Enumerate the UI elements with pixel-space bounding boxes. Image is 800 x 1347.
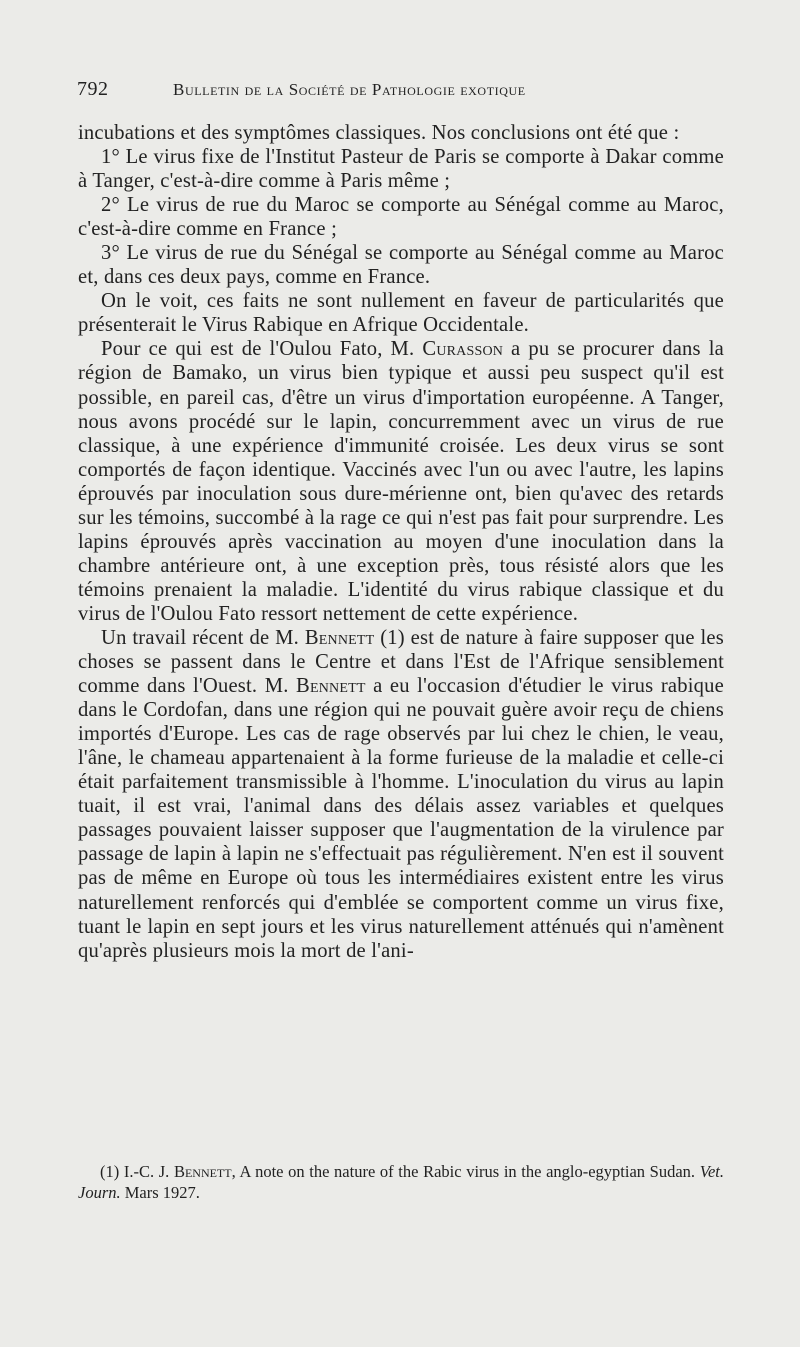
footnote-marker: (1) [100,1162,124,1181]
text-segment: Pour ce qui est de l'Oulou Fato, M. [101,338,423,361]
body-text [78,121,724,963]
footnote-title: , A note on the nature of the Rabic virus in the anglo-egyptian Sudan. [231,1162,700,1181]
page-header [77,72,727,106]
footnote-journal: Vet. Journ. [78,1162,724,1202]
text-segment: a eu l'occasion d'étudier le virus rabique dans le Cordofan, dans une région qui ne pouvait guère avoir reçu de chiens importés d'Europe. Les cas de rage observés par lui chez le chien, le veau, l'âne, le chameau appartenaient à la forme furieuse de la maladie et celle-ci était parfaitement transmissible à l'homme. L'inoculation du virus au lapin tuait, il est vrai, l'animal dans des délais assez variables et quelques passages pouvaient laisser supposer que l'augmentation de la virulence par passage de lapin à lapin ne s'effectuait pas régulièrement. N'en est il souvent pas de même en Europe où tous les intermédiaires existent entre les virus naturellement renforcés qui d'emblée se comportent comme un virus fixe, tuant le lapin en sept jours et les virus naturellement atténués qui n'amènent qu'après plusieurs mois la mort de l'ani- [78,675,724,962]
paragraph-oulou-fato [78,337,724,626]
footnote-author: Bennett [173,1162,232,1181]
author-name-bennett: Bennett [304,626,375,649]
text-segment: (1) est de nature à faire supposer que les choses se passent dans le Centre et dans l'Est de l'Afrique sensiblement comme dans l'Ouest. M. [78,626,724,698]
footnote-date: Mars 1927. [120,1183,200,1202]
conclusion-3: 3° Le virus de rue du Sénégal se comporte au Sénégal comme au Maroc et, dans ces deux pays, comme en France. [78,242,724,289]
paragraph-continuation: incubations et des symptômes classiques. Nos conclusions ont été que : [78,122,680,144]
footnote [78,1161,724,1203]
author-name-bennett: Bennett [296,675,366,698]
conclusion-2: 2° Le virus de rue du Maroc se comporte au Sénégal comme au Maroc, c'est-à-dire comme en France ; [78,194,724,241]
footnote-text [78,1161,724,1203]
conclusion-1: 1° Le virus fixe de l'Institut Pasteur de Paris se comporte à Dakar comme à Tanger, c'est-à-dire comme à Paris même ; [78,146,724,193]
running-title: Bulletin de la Société de Pathologie exotique [173,80,526,99]
author-name-curasson: Curasson [422,338,504,361]
page-number: 792 [77,78,109,100]
text-segment: a pu se procurer dans la région de Bamako, un virus bien typique et aussi peu suspect qu'il est possible, en pareil cas, d'être un virus d'importation européenne. A Tanger, nous avons procédé sur le lapin, concurremment avec un virus de rue classique, à une expérience d'immunité croisée. Les deux virus se sont comportés de façon identique. Vaccinés avec l'un ou avec l'autre, les lapins éprouvés par inoculation sous dure-mérienne ont, bien qu'avec des retards sur les témoins, succombé à la rage ce qui n'est pas fait pour surprendre. Les lapins éprouvés après vaccination au moyen d'une inoculation dans la chambre antérieure ont, à une exception près, tous résisté alors que les témoins prenaient la maladie. L'identité du virus rabique classique et du virus de l'Oulou Fato ressort nettement de cette expérience. [78,338,724,625]
text-segment: Un travail récent de M. [101,626,305,649]
paragraph-west-africa: On le voit, ces faits ne sont nullement en faveur de particularités que présenterait le Virus Rabique en Afrique Occidentale. [78,290,724,337]
footnote-initials: I.-C. J. [123,1162,174,1181]
paragraph-bennett [78,626,724,963]
